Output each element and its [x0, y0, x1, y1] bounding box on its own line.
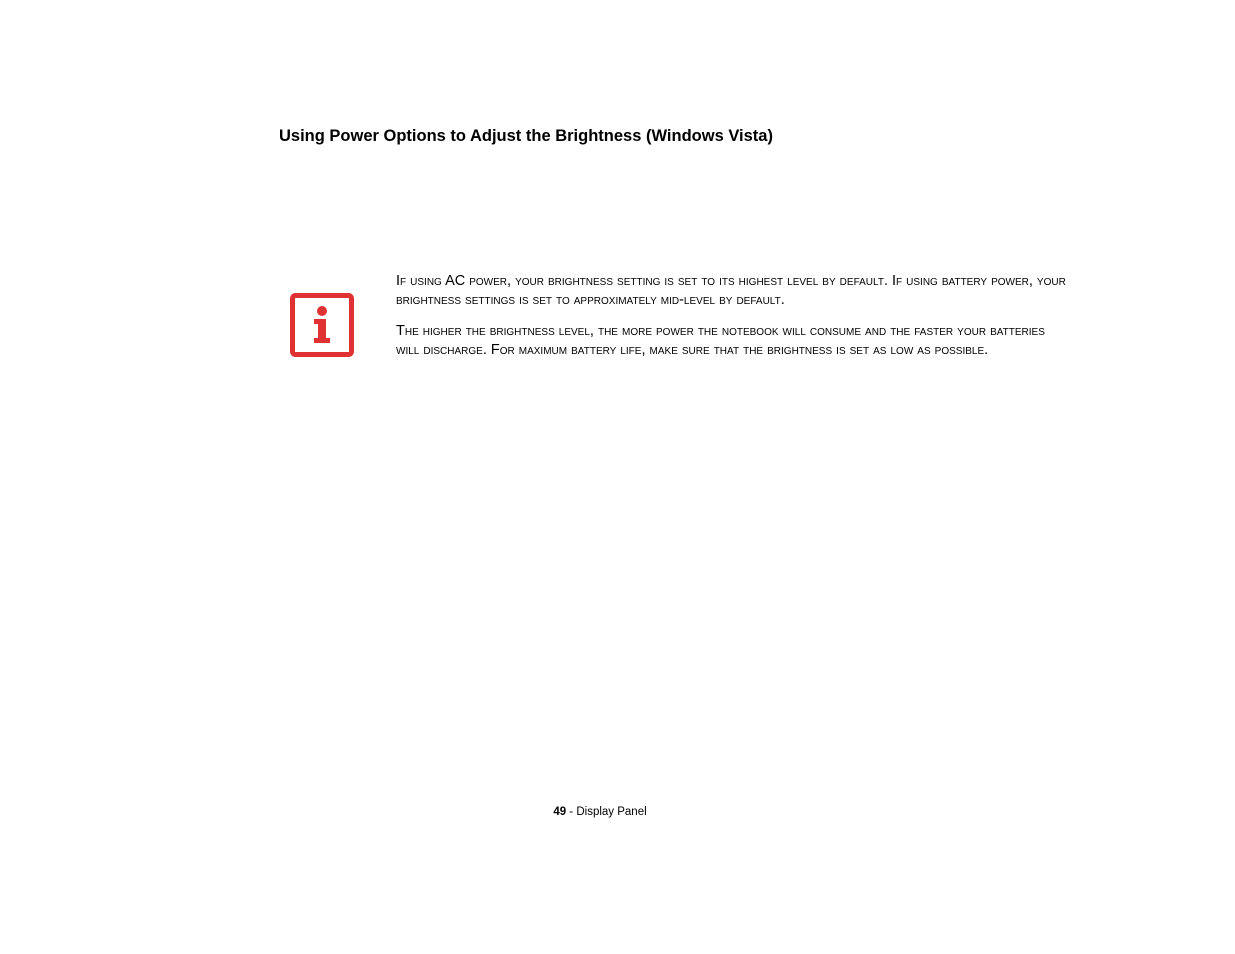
footer-separator: - — [566, 806, 577, 818]
note-paragraph: The higher the brightness level, the more power the notebook will consume and the faster your batteries will discharge. For maximum battery life, make sure that the brightness is set as low as possible. — [396, 323, 1045, 358]
section-heading: Using Power Options to Adjust the Brightness (Windows Vista) — [279, 127, 773, 145]
page-footer — [0, 806, 1200, 818]
note-paragraph: If using AC power, your brightness setting is set to its highest level by default. If using battery power, your brightness settings is set to approximately mid-level by default. — [396, 273, 1066, 308]
page-number: 49 — [553, 806, 567, 818]
footer-section-title: Display Panel — [576, 806, 647, 818]
info-icon — [290, 293, 354, 357]
info-note — [396, 272, 1066, 372]
